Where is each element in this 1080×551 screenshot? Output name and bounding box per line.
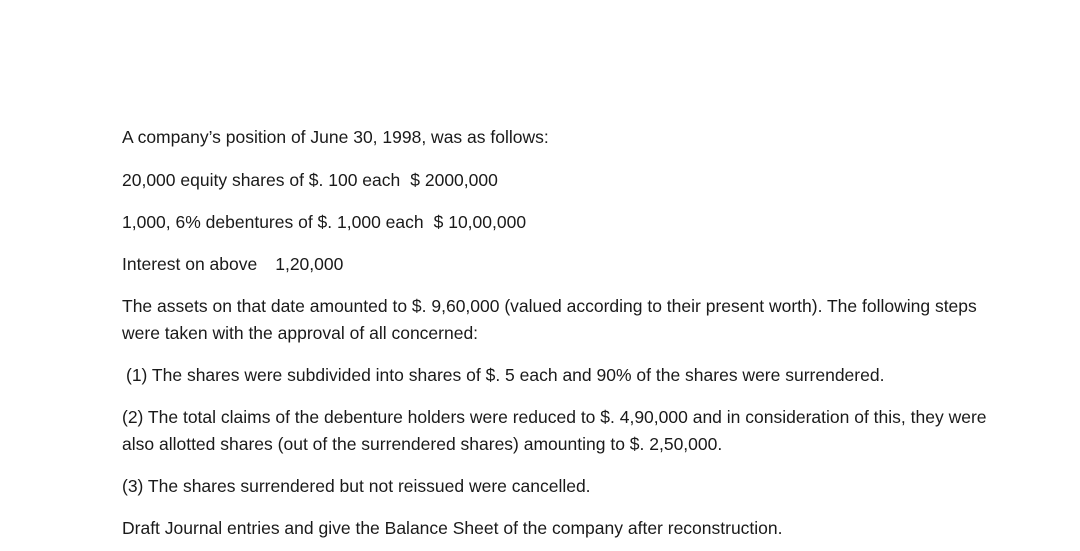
item-label: Interest on above xyxy=(122,254,258,274)
item-label: 1,000, 6% debentures of $. 1,000 each xyxy=(122,212,424,232)
item-amount: $ 10,00,000 xyxy=(433,212,527,232)
intro-line: A company’s position of June 30, 1998, was as follows: xyxy=(122,127,549,147)
instruction-line: Draft Journal entries and give the Balance Sheet of the company after reconstruction. xyxy=(122,518,783,538)
item-amount: 1,20,000 xyxy=(275,254,344,274)
step-2: (2) The total claims of the debenture holders were reduced to $. 4,90,000 and in consideration of this, they were also allotted shares (out of the surrendered shares) amounting to $. 2,50,000. xyxy=(122,407,987,454)
step-3: (3) The shares surrendered but not reissued were cancelled. xyxy=(122,476,591,496)
item-equity-shares xyxy=(122,167,498,194)
item-amount: $ 2000,000 xyxy=(410,170,498,190)
item-label: 20,000 equity shares of $. 100 each xyxy=(122,170,401,190)
assets-paragraph: The assets on that date amounted to $. 9,60,000 (valued according to their present worth). The following steps were taken with the approval of all concerned: xyxy=(122,296,977,343)
step-1: (1) The shares were subdivided into shares of $. 5 each and 90% of the shares were surrendered. xyxy=(126,365,885,385)
item-debentures xyxy=(122,209,526,236)
item-interest xyxy=(122,251,343,278)
